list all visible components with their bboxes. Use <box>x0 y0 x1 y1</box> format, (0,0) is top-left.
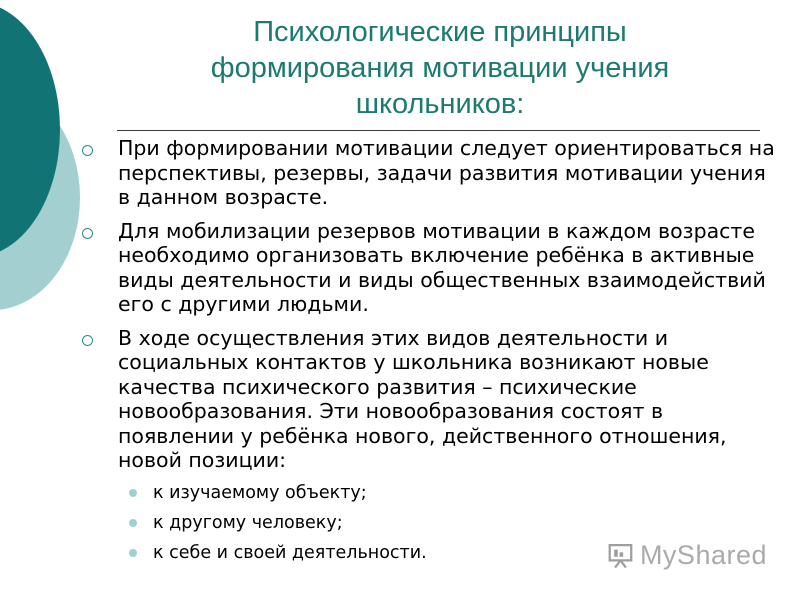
watermark-text: MyShared <box>639 539 767 570</box>
dot-bullet-icon <box>129 489 137 497</box>
sub-bullet-item <box>118 509 778 537</box>
slide-title: Психологические принципы формирования мотивации учения школьников: <box>210 16 670 120</box>
sub-bullet-item <box>118 479 778 507</box>
sub-bullet-text: к другому человеку; <box>153 512 343 533</box>
bullet-text: Для мобилизации резервов мотивации в каждом возрасте необходимо организовать включение ребёнка в активные виды деятельности и виды общественных взаимодействий его с другими людьми. <box>118 218 766 316</box>
circle-bullet-icon <box>82 228 93 239</box>
bullet-text: В ходе осуществления этих видов деятельности и социальных контактов у школьника возникают новые качества психического развития – психические новообразования. Эти новообразования состоят в появлении у ребёнка нового, действенного отношения, новой позиции: <box>118 325 727 472</box>
dot-bullet-icon <box>129 519 137 527</box>
dot-bullet-icon <box>129 549 137 557</box>
bullet-item <box>78 326 778 567</box>
title-divider <box>117 130 760 131</box>
circle-bullet-icon <box>82 335 93 346</box>
bullet-item <box>78 219 778 317</box>
bullet-item <box>78 136 778 210</box>
circle-bullet-icon <box>82 145 93 156</box>
sub-bullet-text: к себе и своей деятельности. <box>153 542 427 563</box>
bullet-list <box>78 136 778 576</box>
presentation-board-icon <box>607 540 634 570</box>
sub-bullet-text: к изучаемому объекту; <box>153 482 367 503</box>
myshared-watermark <box>607 536 767 574</box>
bullet-text: При формировании мотивации следует ориентироваться на перспективы, резервы, задачи развития мотивации учения в данном возрасте. <box>118 136 775 209</box>
